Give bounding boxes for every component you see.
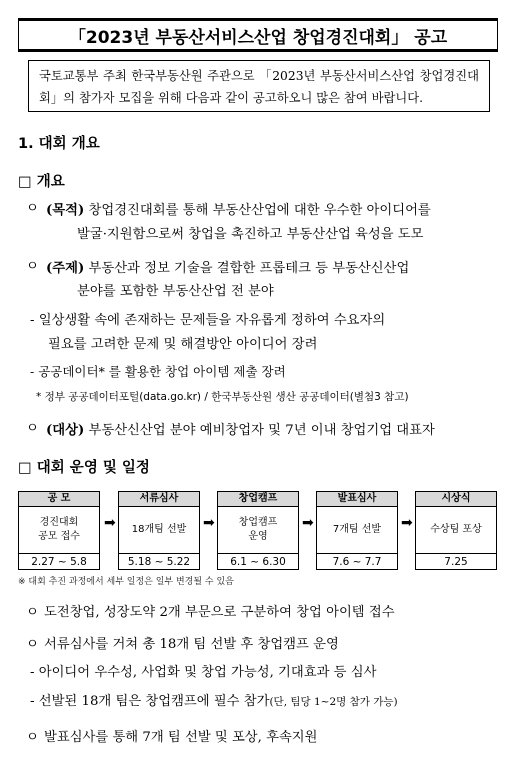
theme-dash1-line1: - 일상생활 속에 존재하는 문제들을 자유롭게 정하여 수요자의: [30, 313, 386, 328]
step-awards: [415, 491, 497, 570]
step-head: 서류심사: [119, 492, 199, 507]
step-body: 경진대회 공모 접수: [19, 507, 99, 554]
step-body: 수상팀 포상: [416, 507, 496, 554]
arrow-right-icon: ➡: [401, 515, 413, 531]
theme-line1: 부동산과 정보 기술을 결합한 프롭테크 등 부동산신산업: [84, 261, 410, 276]
intro-box: [28, 60, 490, 112]
step-date: 5.18 ~ 5.22: [127, 556, 191, 568]
op2-dash2: [30, 689, 398, 715]
step-date: 7.6 ~ 7.7: [332, 556, 382, 568]
step-body: 창업캠프 운영: [218, 507, 298, 554]
target-label: (대상): [46, 423, 85, 438]
op2-dash1: - 아이디어 우수성, 사업화 및 창업 가능성, 기대효과 등 심사: [30, 665, 377, 680]
arrow-right-icon: ➡: [104, 515, 116, 531]
step-date: 2.27 ~ 5.8: [31, 556, 87, 568]
purpose-label: (목적): [46, 203, 85, 218]
op2-dash2-text: - 선발된 18개 팀은 창업캠프에 필수 참가: [30, 694, 270, 709]
theme-dash1-line2: 필요를 고려한 문제 및 해결방안 아이디어 장려: [48, 337, 318, 352]
op3: [26, 725, 317, 750]
step-head: 창업캠프: [218, 492, 298, 507]
step-document-review: [118, 491, 200, 570]
intro-text: 국토교통부 주최 한국부동산원 주관으로 「2023년 부동산서비스산업 창업경진대회」의 참가자 모집을 위해 다음과 같이 공고하오니 많은 참여 바랍니다.: [39, 69, 479, 105]
step-date: 7.25: [444, 556, 468, 568]
op2: [26, 632, 339, 657]
step-body: 18개팀 선발: [119, 507, 199, 554]
bullet-mark: ㅇ: [26, 637, 39, 652]
bullet-target: [26, 416, 44, 441]
step-head: 시상식: [416, 492, 496, 507]
schedule-flow: [18, 491, 498, 571]
document-title: [18, 18, 498, 52]
bullet-mark: ㅇ: [26, 730, 39, 745]
step-startup-camp: [217, 491, 299, 570]
bullet-mark: ㅇ: [26, 605, 39, 620]
op1-text: 도전창업, 성장도약 2개 부문으로 구분하여 창업 아이템 접수: [44, 605, 395, 620]
step-date: 6.1 ~ 6.30: [230, 556, 286, 568]
bullet-mark: ㅇ: [26, 421, 39, 436]
bullet-mark: ㅇ: [26, 201, 39, 216]
step-head: 공 모: [19, 492, 99, 507]
arrow-right-icon: ➡: [302, 515, 314, 531]
subheading-overview: □ 개요: [18, 174, 65, 190]
op2-dash2-note: (단, 팀당 1~2명 참가 가능): [269, 696, 398, 708]
subheading-schedule: □ 대회 운영 및 일정: [18, 460, 150, 476]
theme-paragraph: [46, 256, 498, 281]
purpose-line1: 창업경진대회를 통해 부동산산업에 대한 우수한 아이디어를: [84, 203, 431, 218]
step-body: 7개팀 선발: [317, 507, 397, 554]
step-head: 발표심사: [317, 492, 397, 507]
purpose-line2: 발굴·지원함으로써 창업을 촉진하고 부동산산업 육성을 도모: [77, 227, 424, 242]
bullet-theme: [26, 254, 44, 279]
theme-dash2: - 공공데이터* 를 활용한 창업 아이템 제출 장려: [30, 364, 286, 379]
schedule-note: ※ 대회 추진 과정에서 세부 일정은 일부 변경될 수 있음: [18, 577, 234, 587]
title-text: 「2023년 부동산서비스산업 창업경진대회」 공고: [68, 27, 448, 48]
op1: [26, 600, 395, 625]
arrow-right-icon: ➡: [203, 515, 215, 531]
step-application: [18, 491, 100, 570]
section-heading-overview: 1. 대회 개요: [18, 136, 100, 152]
target-text: 부동산신산업 분야 예비창업자 및 7년 이내 창업기업 대표자: [84, 423, 435, 438]
target-paragraph: [46, 418, 435, 443]
theme-line2: 분야를 포함한 부동산산업 전 분야: [77, 284, 274, 299]
theme-footnote: * 정부 공공데이터포털(data.go.kr) / 한국부동산원 생산 공공데이터(별첨3 참고): [36, 391, 409, 403]
bullet-purpose: [26, 196, 44, 221]
op3-text: 발표심사를 통해 7개 팀 선발 및 포상, 후속지원: [44, 730, 318, 745]
op2-text: 서류심사를 거쳐 총 18개 팀 선발 후 창업캠프 운영: [44, 637, 339, 652]
step-presentation: [316, 491, 398, 570]
purpose-paragraph: [46, 198, 498, 223]
theme-label: (주제): [46, 261, 85, 276]
bullet-mark: ㅇ: [26, 259, 39, 274]
